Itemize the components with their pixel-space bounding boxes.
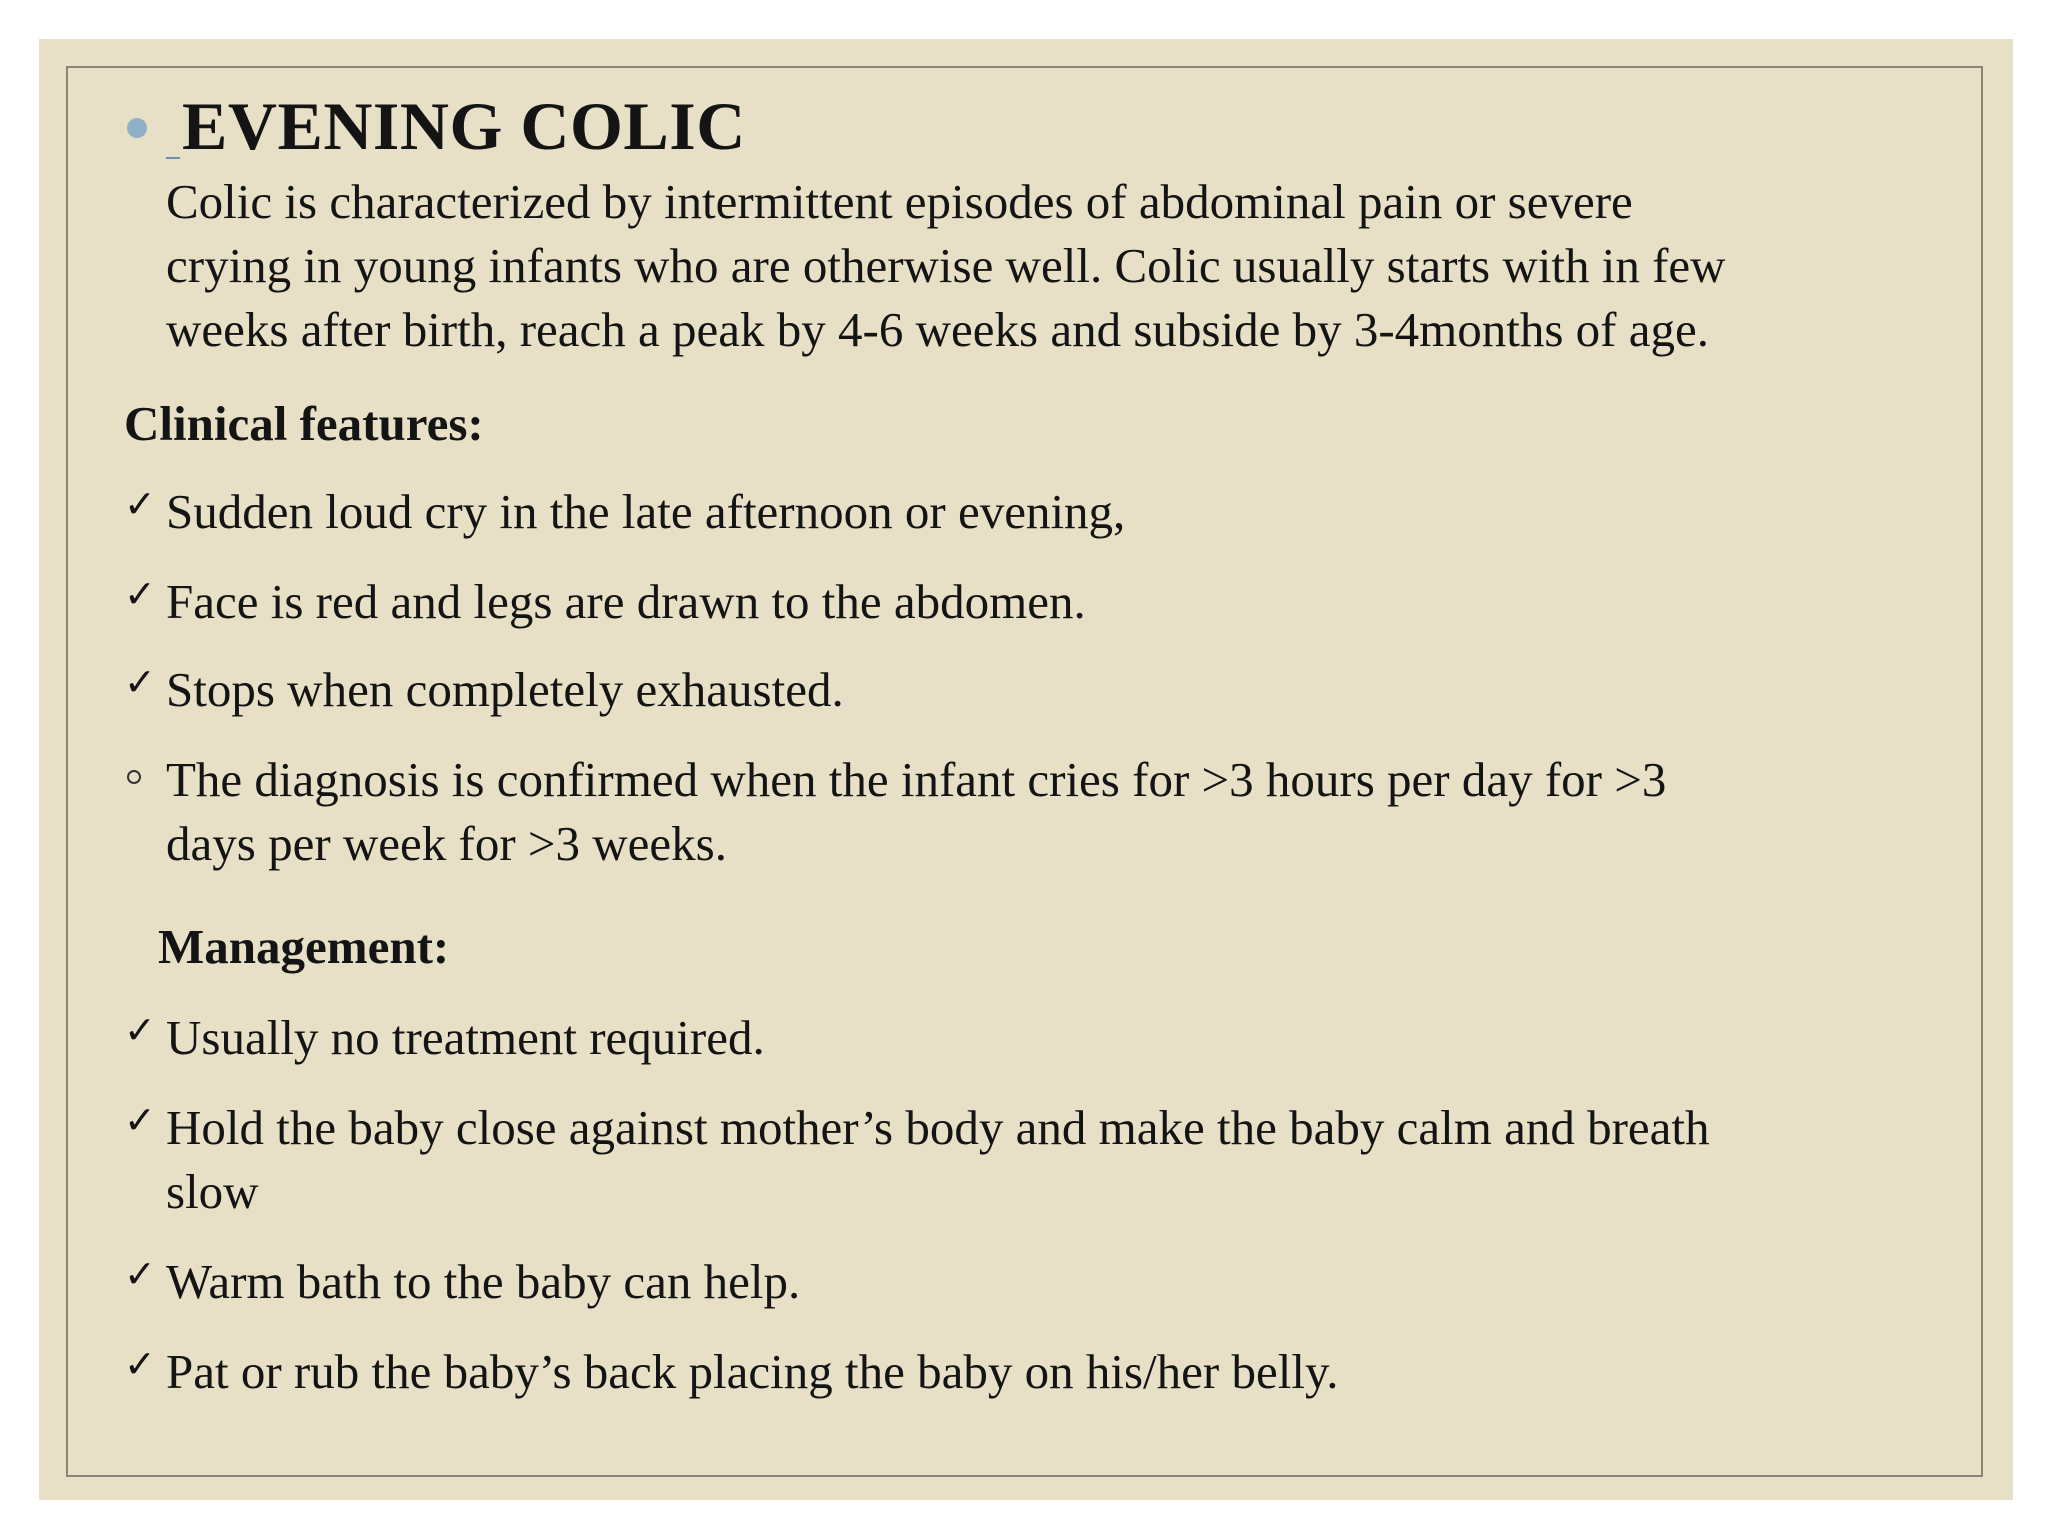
title-underscore [166, 157, 180, 159]
management-line: Hold the baby close against mother’s body and make the baby calm and breath [166, 1100, 1710, 1155]
intro-line: Colic is characterized by intermittent episodes of abdominal pain or severe [166, 174, 1633, 229]
checkmark-icon: ✓ [124, 1342, 156, 1386]
checkmark-icon: ✓ [124, 572, 156, 616]
diagnosis-text [166, 748, 1666, 876]
management-item-text: Warm bath to the baby can help. [166, 1254, 801, 1309]
management-heading: Management: [158, 919, 450, 974]
management-item-text [166, 1096, 1710, 1224]
hollow-circle-bullet-icon [127, 770, 141, 784]
slide-title: EVENING COLIC [182, 88, 746, 164]
intro-paragraph [166, 170, 1726, 362]
management-item-text: Usually no treatment required. [166, 1010, 765, 1065]
checkmark-icon: ✓ [124, 1252, 156, 1296]
management-item-text: Pat or rub the baby’s back placing the baby on his/her belly. [166, 1344, 1339, 1399]
checkmark-icon: ✓ [124, 660, 156, 704]
intro-line: crying in young infants who are otherwise well. Colic usually starts with in few [166, 238, 1726, 293]
checkmark-icon: ✓ [124, 482, 156, 526]
clinical-item-text: Stops when completely exhausted. [166, 662, 844, 717]
title-bullet-dot [127, 118, 147, 138]
clinical-features-heading: Clinical features: [124, 396, 484, 451]
management-line: slow [166, 1164, 259, 1219]
diagnosis-line: days per week for >3 weeks. [166, 816, 727, 871]
diagnosis-line: The diagnosis is confirmed when the infant cries for >3 hours per day for >3 [166, 752, 1667, 807]
checkmark-icon: ✓ [124, 1098, 156, 1142]
clinical-item-text: Face is red and legs are drawn to the abdomen. [166, 574, 1086, 629]
intro-line: weeks after birth, reach a peak by 4-6 weeks and subside by 3-4months of age. [166, 302, 1709, 357]
checkmark-icon: ✓ [124, 1008, 156, 1052]
clinical-item-text: Sudden loud cry in the late afternoon or evening, [166, 484, 1126, 539]
